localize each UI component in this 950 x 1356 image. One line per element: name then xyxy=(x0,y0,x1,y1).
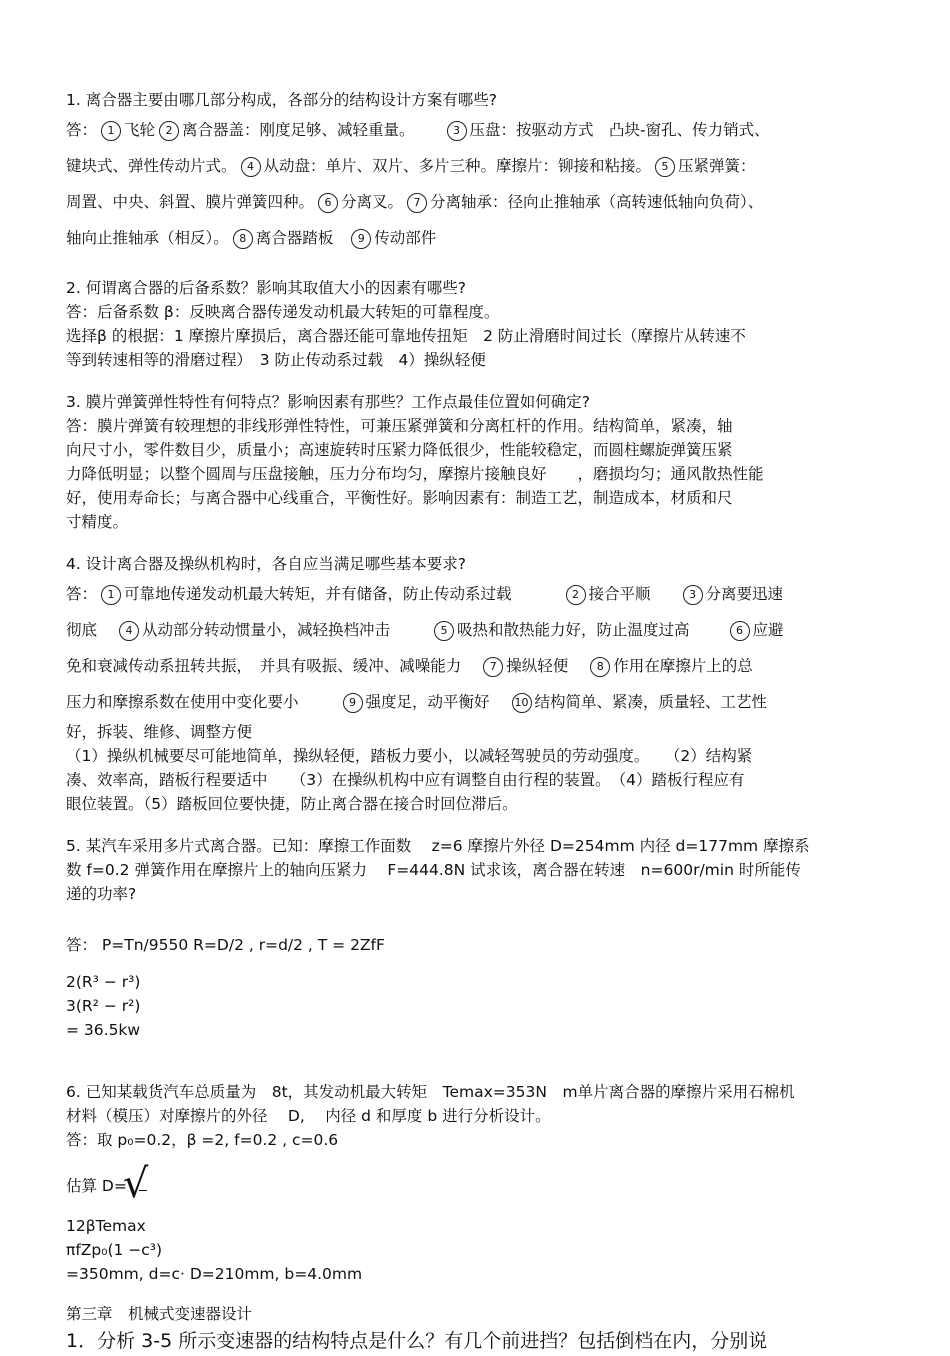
q2-line: 答：后备系数 β：反映离合器传递发动机最大转矩的可靠程度。 xyxy=(66,303,500,321)
q4-title: 4. 设计离合器及操纵机构时，各自应当满足哪些基本要求? xyxy=(66,555,466,573)
circled-number: 9 xyxy=(351,229,371,249)
circled-number: 4 xyxy=(119,621,139,641)
circled-number: 5 xyxy=(434,621,454,641)
circled-number: 6 xyxy=(730,621,750,641)
circled-number: 9 xyxy=(343,693,363,713)
q4-line-3: 免和衰减传动系扭转共振， 并具有吸振、缓冲、减噪能力 7 操纵轻便 8 作用在摩擦片上的总 xyxy=(66,657,753,675)
chapter-question-1: 1．分析 3-5 所示变速器的结构特点是什么？有几个前进挡？包括倒档在内，分别说 xyxy=(66,1329,768,1352)
circled-number: 2 xyxy=(159,121,179,141)
q3-line: 力降低明显；以整个圆周与压盘接触，压力分布均匀，摩擦片接触良好 ，磨损均匀；通风散热性能 xyxy=(66,465,764,483)
circled-number: 3 xyxy=(447,121,467,141)
q4-line-5: 好，拆装、维修、调整方便 xyxy=(66,723,253,741)
q5-answer: 答： P=Tn/9550 R=D/2 , r=d/2 , T = 2ZfF xyxy=(66,936,385,954)
q3-title: 3. 膜片弹簧弹性特性有何特点？影响因素有那些？工作点最佳位置如何确定? xyxy=(66,393,590,411)
circled-number: 8 xyxy=(590,657,610,677)
circled-number: 10 xyxy=(512,693,532,713)
q4-line-2: 彻底 4 从动部分转动惯量小，减轻换档冲击 5 吸热和散热能力好，防止温度过高 6 应避 xyxy=(66,621,784,639)
q4-extra-line: 凑、效率高，踏板行程要适中 （3）在操纵机构中应有调整自由行程的装置。 （4）踏板行程应有 xyxy=(66,771,745,789)
q3-line: 向尺寸小，零件数目少，质量小；高速旋转时压紧力降低很少，性能较稳定，而圆柱螺旋弹簧压紧 xyxy=(66,441,733,459)
cube-root-formula: √ xyxy=(122,1161,149,1207)
document-page: 1. 离合器主要由哪几部分构成，各部分的结构设计方案有哪些? 答： 1 飞轮 2 离合器盖：刚度足够、减轻重量。 3 压盘：按驱动方式 凸块-窗孔、传力销式、 键块式、弹性传动片式。 4 从动盘：单片、双片、多片三种。摩擦片：铆接和粘接。 5 压紧弹簧： 周置、中央、斜置、膜片弹簧四种。 6 分离叉。 7 分离轴承：径向止推轴承（高转速低轴向负荷）、 轴向止推轴承（相反）。 8 离合器踏板 9 传动部件 2. 何谓离合器的后备系数？影响其取值大小的因素有哪些? 答：后备系数 β：反映离合器传递发动机最大转矩的可靠程度。 选择β 的根据：1 摩擦片摩损后，离合器还能可靠地传扭矩 2 防止滑磨时间过长（摩擦片从转速不 等到转速相等的滑磨过程） 3 防止传动系过载 4）操纵轻便 3. 膜片弹簧弹性特性有何特点？影响因素有那些？工作点最佳位置如何确定? 答：膜片弹簧有较理想的非线形弹性特性，可兼压紧弹簧和分离杠杆的作用。结构简单，紧凑，轴 向尺寸小，零件数目少，质量小；高速旋转时压紧力降低很少，性能较稳定，而圆柱螺旋弹簧压紧 力降低明显；以整个圆周与压盘接触，压力分布均匀，摩擦片接触良好 ，磨损均匀；通风散热性能 好，使用寿命长；与离合器中心线重合，平衡性好。影响因素有：制造工艺，制造成本，材质和尺 寸精度。 4. 设计离合器及操纵机构时，各自应当满足哪些基本要求? 答： 1 可靠地传递发动机最大转矩，并有储备，防止传动系过载 2 接合平顺 3 分离要迅速 彻底 4 从动部分转动惯量小，减轻换档冲击 5 吸热和散热能力好，防止温度过高 6 应避 免和衰减传动系扭转共振， 并具有吸振、缓冲、减噪能力 7 操纵轻便 8 作用在摩擦片上的总 压力和摩擦系数在使用中变化要小 9 强度足，动平衡好 10 结构简单、紧凑，质量轻、工艺性 好，拆装、维修、调整方便 （1）操纵机械要尽可能地简单，操纵轻便，踏板力要小，以减轻驾驶员的劳动强度。 （2）结构紧 凑、效率高，踏板行程要适中 （3）在操纵机构中应有调整自由行程的装置。 （4）踏板行程应有 眼位装置。（5）踏板回位要快捷，防止离合器在接合时回位滞后。 5. 某汽车采用多片式离合器。已知：摩擦工作面数 z=6 摩擦片外径 D=254mm 内径 d=177mm 摩擦系 数 f=0.2 弹簧作用在摩擦片上的轴向压紧力 F=444.8N 试求该，离合器在转速 n=600r/min 时所能传 递的功率? 答： P=Tn/9550 R=D/2 , r=d/2 , T = 2ZfF 2(R³ − r³) 3(R² − r²) = 36.5kw 6. 已知某载货汽车总质量为 8t，其发动机最大转矩 Temax=353N m单片离合器的摩擦片采用石棉机 材料（模压）对摩擦片的外径 D, 内径 d 和厚度 b 进行分析设计。 答：取 p₀=0.2，β =2, f=0.2 , c=0.6 估算 D= √ 12βTemax πfZp₀(1 −c³) =350mm, d=c· D=210mm, b=4.0mm 第三章 机械式变速器设计 1．分析 3-5 所示变速器的结构特点是什么？有几个前进挡？包括倒档在内，分别说 xyxy=(0,0,950,1345)
circled-number: 2 xyxy=(566,585,586,605)
q5-line: 递的功率? xyxy=(66,885,137,903)
circled-number: 7 xyxy=(483,657,503,677)
q4-extra-line: 眼位装置。（5）踏板回位要快捷，防止离合器在接合时回位滞后。 xyxy=(66,795,518,813)
q2-line: 选择β 的根据：1 摩擦片摩损后，离合器还能可靠地传扭矩 2 防止滑磨时间过长（摩擦片从转速不 xyxy=(66,327,746,345)
q5-line: 数 f=0.2 弹簧作用在摩擦片上的轴向压紧力 F=444.8N 试求该，离合器在转速 n=600r/min 时所能传 xyxy=(66,861,801,879)
q1-line-4: 轴向止推轴承（相反）。 8 离合器踏板 9 传动部件 xyxy=(66,229,437,247)
circled-number: 1 xyxy=(101,585,121,605)
circled-number: 7 xyxy=(407,193,427,213)
q1-line-3: 周置、中央、斜置、膜片弹簧四种。 6 分离叉。 7 分离轴承：径向止推轴承（高转速低轴向负荷）、 xyxy=(66,193,764,211)
q3-line: 答：膜片弹簧有较理想的非线形弹性特性，可兼压紧弹簧和分离杠杆的作用。结构简单，紧凑，轴 xyxy=(66,417,733,435)
q1-line-1: 答： 1 飞轮 2 离合器盖：刚度足够、减轻重量。 3 压盘：按驱动方式 凸块-窗孔、传力销式、 xyxy=(66,121,770,139)
q3-line: 寸精度。 xyxy=(66,513,129,531)
q6-line: 材料（模压）对摩擦片的外径 D, 内径 d 和厚度 b 进行分析设计。 xyxy=(66,1106,551,1125)
circled-number: 4 xyxy=(241,157,261,177)
q2-line: 等到转速相等的滑磨过程） 3 防止传动系过载 4）操纵轻便 xyxy=(66,351,486,369)
circled-number: 6 xyxy=(318,193,338,213)
q4-line-1: 答： 1 可靠地传递发动机最大转矩，并有储备，防止传动系过载 2 接合平顺 3 分离要迅速 xyxy=(66,585,784,603)
circled-number: 5 xyxy=(655,157,675,177)
q6-line: 6. 已知某载货汽车总质量为 8t，其发动机最大转矩 Temax=353N m单片离合器的摩擦片采用石棉机 xyxy=(66,1082,795,1101)
q3-line: 好，使用寿命长；与离合器中心线重合，平衡性好。影响因素有：制造工艺，制造成本，材质和尺 xyxy=(66,489,733,507)
q4-line-4: 压力和摩擦系数在使用中变化要小 9 强度足，动平衡好 10 结构简单、紧凑，质量轻、工艺性 xyxy=(66,693,768,711)
q6-estimate: 估算 D= √ xyxy=(66,1158,890,1215)
circled-number: 1 xyxy=(101,121,121,141)
chapter-heading: 第三章 机械式变速器设计 xyxy=(66,1304,253,1323)
q1-line-2: 键块式、弹性传动片式。 4 从动盘：单片、双片、多片三种。摩擦片：铆接和粘接。 5 压紧弹簧： xyxy=(66,157,756,175)
q6-line: 答：取 p₀=0.2，β =2, f=0.2 , c=0.6 xyxy=(66,1130,339,1149)
q1-title: 1. 离合器主要由哪几部分构成，各部分的结构设计方案有哪些? xyxy=(66,91,497,109)
q4-extra-line: （1）操纵机械要尽可能地简单，操纵轻便，踏板力要小，以减轻驾驶员的劳动强度。 （2）结构紧 xyxy=(66,747,753,765)
q5-line: 5. 某汽车采用多片式离合器。已知：摩擦工作面数 z=6 摩擦片外径 D=254mm 内径 d=177mm 摩擦系 xyxy=(66,837,810,855)
circled-number: 8 xyxy=(233,229,253,249)
q2-title: 2. 何谓离合器的后备系数？影响其取值大小的因素有哪些? xyxy=(66,279,466,297)
circled-number: 3 xyxy=(683,585,703,605)
